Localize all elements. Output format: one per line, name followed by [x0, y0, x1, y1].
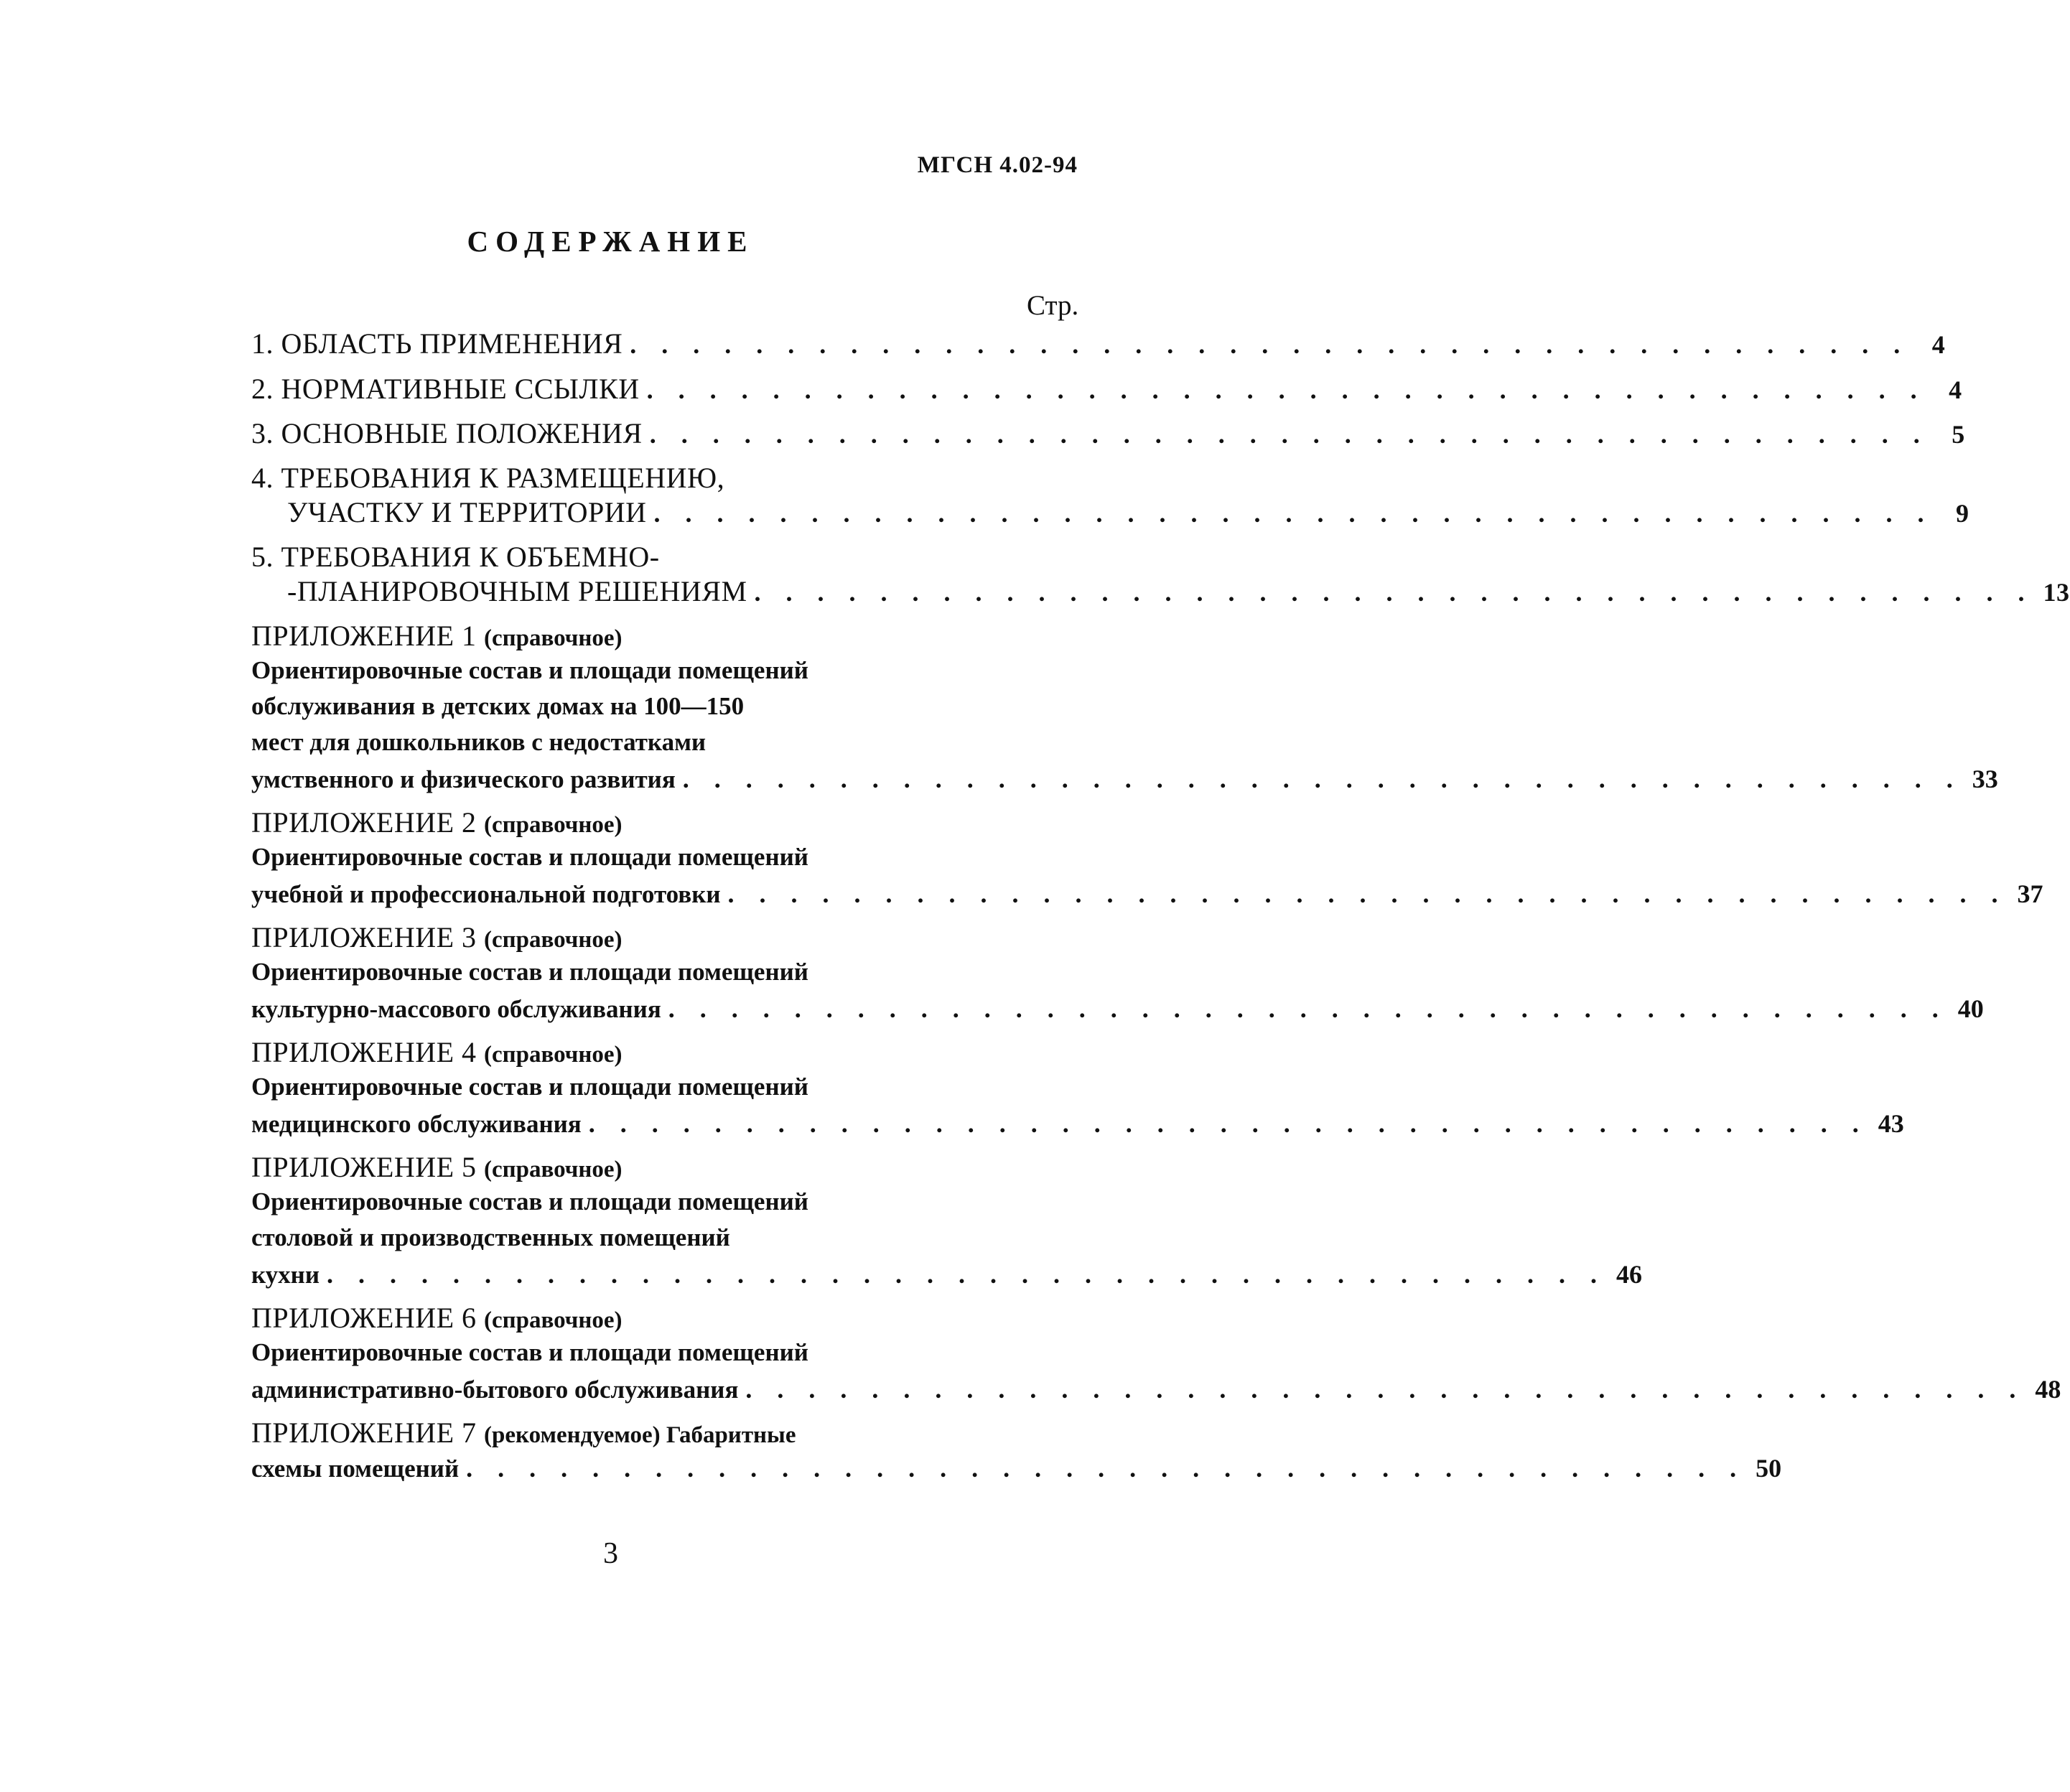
- appendix-description-line: Ориентировочные состав и площади помещений: [251, 1073, 808, 1101]
- dot-leader: . . . . . . . . . . . . . . . . . . . . . . . . . . . . . . . . . . . . . . . . .: [682, 765, 1962, 793]
- appendix-5-heading[interactable]: [251, 1150, 1070, 1184]
- toc-page-number: 46: [1616, 1260, 1643, 1289]
- appendix-7-heading[interactable]: [251, 1416, 1070, 1450]
- appendix-description-line: столовой и производственных помещений: [251, 1223, 730, 1251]
- toc-page-number: 50: [1756, 1454, 1782, 1483]
- toc-entry-title: УЧАСТКУ И ТЕРРИТОРИИ: [287, 496, 647, 528]
- appendix-title: ПРИЛОЖЕНИЕ 3: [251, 921, 477, 953]
- toc-entry-title: 2. НОРМАТИВНЫЕ ССЫЛКИ: [251, 373, 640, 405]
- toc-page-number: 5: [1952, 420, 1965, 449]
- toc-entry-appendix-1[interactable]: [251, 764, 1998, 794]
- toc-page-number: 33: [1972, 765, 1998, 793]
- toc-entry-appendix-2[interactable]: [251, 879, 2043, 909]
- appendix-note: (справочное): [484, 927, 623, 953]
- appendix-description-line: мест для дошкольников с недостатками: [251, 728, 707, 756]
- page-number: 3: [603, 1537, 618, 1570]
- toc-page-number: 40: [1957, 994, 1984, 1023]
- appendix-description-line: медицинского обслуживания: [251, 1110, 582, 1138]
- dot-leader: . . . . . . . . . . . . . . . . . . . . . . . . . . . . . . . . . . . . . . . . .: [466, 1454, 1746, 1483]
- toc-entry-appendix-5[interactable]: [251, 1259, 1643, 1289]
- toc-entry-section-2[interactable]: [251, 372, 1962, 406]
- toc-page-number: 9: [1955, 499, 1969, 528]
- dot-leader: . . . . . . . . . . . . . . . . . . . . . . . . . . . . . . . . . . . . . . . . .: [754, 578, 2034, 607]
- appendix-3-heading[interactable]: [251, 920, 1070, 954]
- toc-entry-appendix-6[interactable]: [251, 1374, 2061, 1404]
- toc-page-number: 13: [2043, 578, 2070, 607]
- toc-entry-section-4-line1[interactable]: 4. ТРЕБОВАНИЯ К РАЗМЕЩЕНИЮ,: [251, 462, 725, 494]
- toc-page-number: 4: [1949, 375, 1962, 404]
- appendix-description-line: обслуживания в детских домах на 100—150: [251, 692, 745, 720]
- appendix-title: ПРИЛОЖЕНИЕ 2: [251, 806, 477, 839]
- appendix-description-line: схемы помещений: [251, 1455, 460, 1483]
- appendix-note: (справочное): [484, 1307, 623, 1333]
- appendix-description-line: административно-бытового обслуживания: [251, 1376, 739, 1404]
- toc-entry-section-5[interactable]: [287, 574, 2070, 608]
- appendix-note: (справочное): [484, 1157, 623, 1182]
- toc-entry-section-4[interactable]: [287, 495, 1969, 529]
- appendix-description-line: Ориентировочные состав и площади помещений: [251, 1187, 808, 1215]
- dot-leader: . . . . . . . . . . . . . . . . . . . . . . . . . . . . . . . . . . . . . . . . .: [649, 420, 1929, 449]
- toc-entry-appendix-3[interactable]: [251, 994, 1984, 1024]
- appendix-6-heading[interactable]: [251, 1301, 1070, 1335]
- dot-leader: . . . . . . . . . . . . . . . . . . . . . . . . . . . . . . . . . . . . . . . . .: [588, 1109, 1868, 1138]
- appendix-title: ПРИЛОЖЕНИЕ 4: [251, 1036, 477, 1068]
- dot-leader: . . . . . . . . . . . . . . . . . . . . . . . . . . . . . . . . . . . . . . . . .: [653, 499, 1934, 528]
- toc-page-number: 48: [2035, 1375, 2061, 1404]
- toc-page-number: 43: [1878, 1109, 1904, 1138]
- appendix-description-line: кухни: [251, 1261, 320, 1289]
- toc-page-number: 4: [1931, 330, 1946, 359]
- appendix-description-line: Ориентировочные состав и площади помещений: [251, 656, 808, 684]
- contents-title: СОДЕРЖАНИЕ: [467, 225, 755, 258]
- appendix-note: (справочное): [484, 1042, 623, 1068]
- appendix-description-line: культурно-массового обслуживания: [251, 995, 661, 1023]
- dot-leader: . . . . . . . . . . . . . . . . . . . . . . . . . . . . . . . . . . . . . . . . .: [727, 879, 2008, 908]
- appendix-description-line: Ориентировочные состав и площади помещений: [251, 843, 808, 871]
- toc-entry-title: 3. ОСНОВНЫЕ ПОЛОЖЕНИЯ: [251, 417, 643, 449]
- dot-leader: . . . . . . . . . . . . . . . . . . . . . . . . . . . . . . . . . . . . . . . . .: [327, 1260, 1607, 1289]
- appendix-title: ПРИЛОЖЕНИЕ 1: [251, 620, 477, 652]
- appendix-4-heading[interactable]: [251, 1035, 1070, 1069]
- appendix-1-heading[interactable]: [251, 619, 1070, 653]
- toc-entry-title: -ПЛАНИРОВОЧНЫМ РЕШЕНИЯМ: [287, 575, 747, 607]
- appendix-description-line: Ориентировочные состав и площади помещений: [251, 1338, 808, 1366]
- dot-leader: . . . . . . . . . . . . . . . . . . . . . . . . . . . . . . . . . . . . . . . . .: [630, 330, 1910, 359]
- toc-page-number: 37: [2017, 879, 2043, 908]
- appendix-2-heading[interactable]: [251, 806, 1070, 839]
- appendix-description-line: Ориентировочные состав и площади помещений: [251, 958, 808, 986]
- document-code: МГСН 4.02-94: [917, 152, 1078, 178]
- dot-leader: . . . . . . . . . . . . . . . . . . . . . . . . . . . . . . . . . . . . . . . . .: [668, 994, 1948, 1023]
- appendix-note: (рекомендуемое) Габаритные: [484, 1422, 796, 1448]
- toc-entry-title: 1. ОБЛАСТЬ ПРИМЕНЕНИЯ: [251, 327, 623, 360]
- toc-entry-section-5-line1[interactable]: 5. ТРЕБОВАНИЯ К ОБЪЕМНО-: [251, 541, 660, 573]
- dot-leader: . . . . . . . . . . . . . . . . . . . . . . . . . . . . . . . . . . . . . . . . .: [745, 1375, 2025, 1404]
- appendix-note: (справочное): [484, 812, 623, 838]
- appendix-title: ПРИЛОЖЕНИЕ 6: [251, 1302, 477, 1334]
- dot-leader: . . . . . . . . . . . . . . . . . . . . . . . . . . . . . . . . . . . . . . . . .: [646, 375, 1926, 404]
- appendix-title: ПРИЛОЖЕНИЕ 5: [251, 1151, 477, 1183]
- appendix-description-line: умственного и физического развития: [251, 765, 676, 793]
- appendix-note: (справочное): [484, 625, 623, 651]
- toc-entry-appendix-7[interactable]: [251, 1453, 1782, 1483]
- appendix-description-line: учебной и профессиональной подготовки: [251, 880, 721, 908]
- toc-entry-section-1[interactable]: [251, 327, 1946, 360]
- page-column-label: Стр.: [1027, 290, 1079, 321]
- toc-entry-appendix-4[interactable]: [251, 1109, 1904, 1139]
- appendix-title: ПРИЛОЖЕНИЕ 7: [251, 1417, 477, 1449]
- toc-entry-section-3[interactable]: [251, 416, 1965, 450]
